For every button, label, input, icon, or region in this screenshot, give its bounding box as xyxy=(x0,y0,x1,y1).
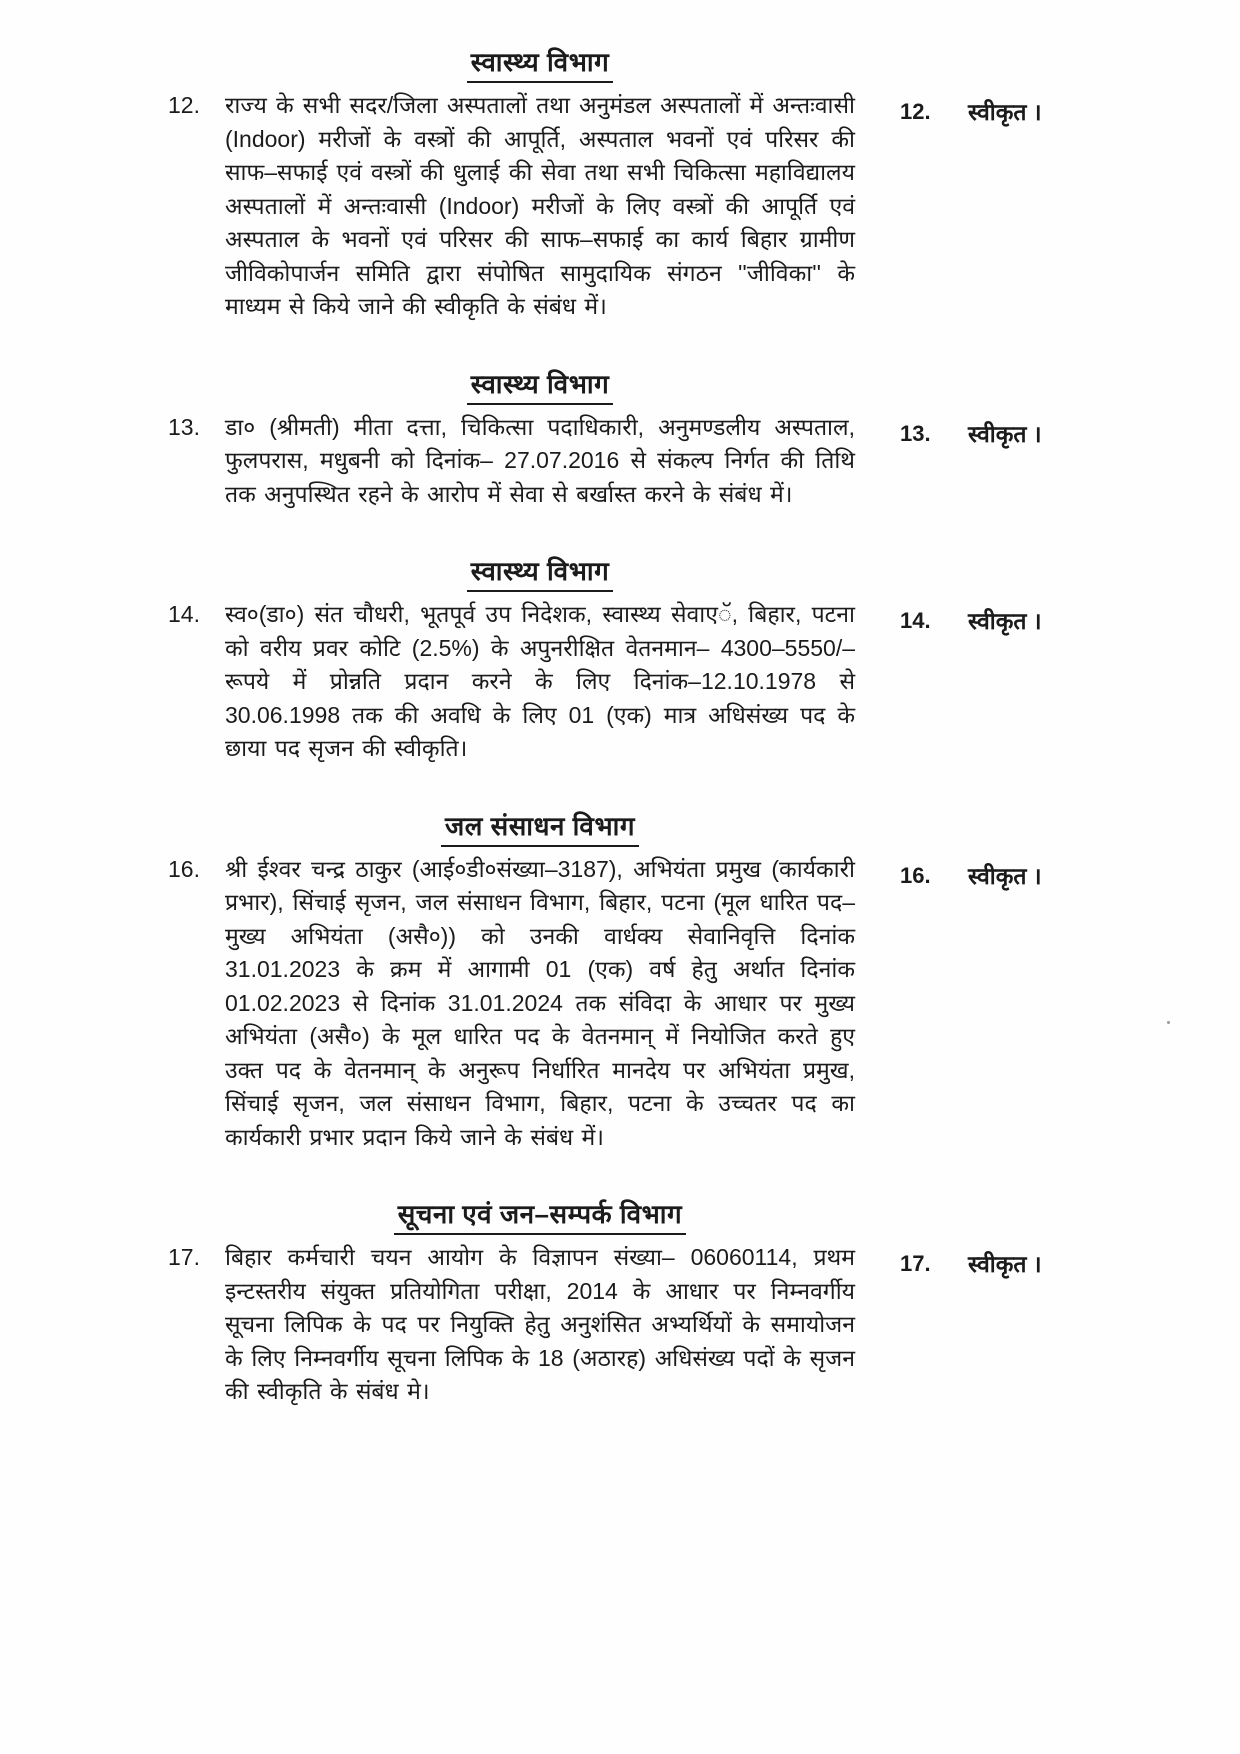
agenda-item xyxy=(0,1241,1240,1409)
decision-item-number: 17. xyxy=(900,1251,931,1276)
section-heading-row xyxy=(225,46,855,89)
decision-status: स्वीकृत । xyxy=(968,420,1042,447)
decision-item-number: 13. xyxy=(900,420,931,446)
decision-status: स्वीकृत । xyxy=(968,862,1042,889)
decision-annotation xyxy=(900,853,1042,890)
decision-annotation xyxy=(900,598,1042,635)
item-number: 14. xyxy=(168,601,200,627)
decision-item-number: 14. xyxy=(900,608,931,633)
section-information-pr-item-17 xyxy=(0,1198,1240,1409)
item-text: बिहार कर्मचारी चयन आयोग के विज्ञापन संख्या– 06060114, प्रथम इन्टस्तरीय संयुक्त प्रतियोगिता परीक्षा, 2014 के आधार पर निम्नवर्गीय सूचना लिपिक के पद पर नियुक्ति हेतु अनुशंसित अभ्यर्थियों के समायोजन के लिए निम्नवर्गीय सूचना लिपिक के 18 (अठारह) अधिसंख्य पदों के सृजन की स्वीकृति के संबंध मे। xyxy=(225,1244,855,1404)
item-number: 16. xyxy=(168,855,200,882)
decision-item-number: 16. xyxy=(900,862,931,888)
scan-artifact-dot xyxy=(1167,1021,1170,1024)
item-number: 13. xyxy=(168,413,200,440)
item-number: 12. xyxy=(168,92,200,118)
section-heading: सूचना एवं जन–सम्पर्क विभाग xyxy=(394,1198,686,1235)
item-text: राज्य के सभी सदर/जिला अस्पतालों तथा अनुमंडल अस्पतालों में अन्तःवासी (Indoor) मरीजों के वस्त्रों की आपूर्ति, अस्पताल भवनों एवं परिसर की साफ–सफाई एवं वस्त्रों की धुलाई की सेवा तथा सभी चिकित्सा महाविद्यालय अस्पतालों में अन्तःवासी (Indoor) मरीजों के लिए वस्त्रों की आपूर्ति एवं अस्पताल के भवनों एवं परिसर की साफ–सफाई का कार्य बिहार ग्रामीण जीविकोपार्जन समिति द्वारा संपोषित सामुदायिक संगठन ''जीविका'' के माध्यम से किये जाने की स्वीकृति के संबंध में। xyxy=(225,92,855,319)
agenda-item xyxy=(0,89,1240,324)
item-text: स्व०(डा०) संत चौधरी, भूतपूर्व उप निदेशक, स्वास्थ्य सेवाएॅ, बिहार, पटना को वरीय प्रवर कोटि (2.5%) के अपुनरीक्षित वेतनमान– 4300–5550/–रूपये में प्रोन्नति प्रदान करने के लिए दिनांक–12.10.1978 से 30.06.1998 तक की अवधि के लिए 01 (एक) मात्र अधिसंख्य पद के छाया पद सृजन की स्वीकृति। xyxy=(225,601,855,761)
decision-annotation xyxy=(900,411,1042,448)
agenda-item xyxy=(0,411,1240,512)
section-health-item-14 xyxy=(0,555,1240,766)
decision-status: स्वीकृत । xyxy=(968,608,1042,634)
decision-annotation xyxy=(900,89,1042,126)
section-heading: जल संसाधन विभाग xyxy=(441,810,639,847)
section-water-resources-item-16 xyxy=(0,810,1240,1155)
section-heading-row xyxy=(225,368,855,411)
item-text: डा० (श्रीमती) मीता दत्ता, चिकित्सा पदाधिकारी, अनुमण्डलीय अस्पताल, फुलपरास, मधुबनी को दिनांक– 27.07.2016 से संकल्प निर्गत की तिथि तक अनुपस्थित रहने के आरोप में सेवा से बर्खास्त करने के संबंध में। xyxy=(225,413,855,507)
section-heading-row xyxy=(225,555,855,598)
agenda-item xyxy=(0,853,1240,1155)
decision-annotation xyxy=(900,1241,1042,1278)
decision-item-number: 12. xyxy=(900,99,931,124)
decision-status: स्वीकृत । xyxy=(968,1251,1042,1277)
section-heading: स्वास्थ्य विभाग xyxy=(467,555,614,592)
section-heading: स्वास्थ्य विभाग xyxy=(467,368,614,405)
section-health-item-13 xyxy=(0,368,1240,512)
decision-status: स्वीकृत । xyxy=(968,99,1042,125)
section-heading-row xyxy=(225,1198,855,1241)
section-heading: स्वास्थ्य विभाग xyxy=(467,46,614,83)
item-number: 17. xyxy=(168,1244,200,1270)
item-text: श्री ईश्वर चन्द्र ठाकुर (आई०डी०संख्या–3187), अभियंता प्रमुख (कार्यकारी प्रभार), सिंचाई सृजन, जल संसाधन विभाग, बिहार, पटना (मूल धारित पद–मुख्य अभियंता (असै०)) को उनकी वार्धक्य सेवानिवृत्ति दिनांक 31.01.2023 के क्रम में आगामी 01 (एक) वर्ष हेतु अर्थात दिनांक 01.02.2023 से दिनांक 31.01.2024 तक संविदा के आधार पर मुख्य अभियंता (असै०) के मूल धारित पद के वेतनमान् में नियोजित करते हुए उक्त पद के वेतनमान् के अनुरूप निर्धारित मानदेय पर अभियंता प्रमुख, सिंचाई सृजन, जल संसाधन विभाग, बिहार, पटना के उच्चतर पद का कार्यकारी प्रभार प्रदान किये जाने के संबंध में। xyxy=(225,855,855,1150)
section-health-item-12 xyxy=(0,46,1240,324)
section-heading-row xyxy=(225,810,855,853)
agenda-item xyxy=(0,598,1240,766)
